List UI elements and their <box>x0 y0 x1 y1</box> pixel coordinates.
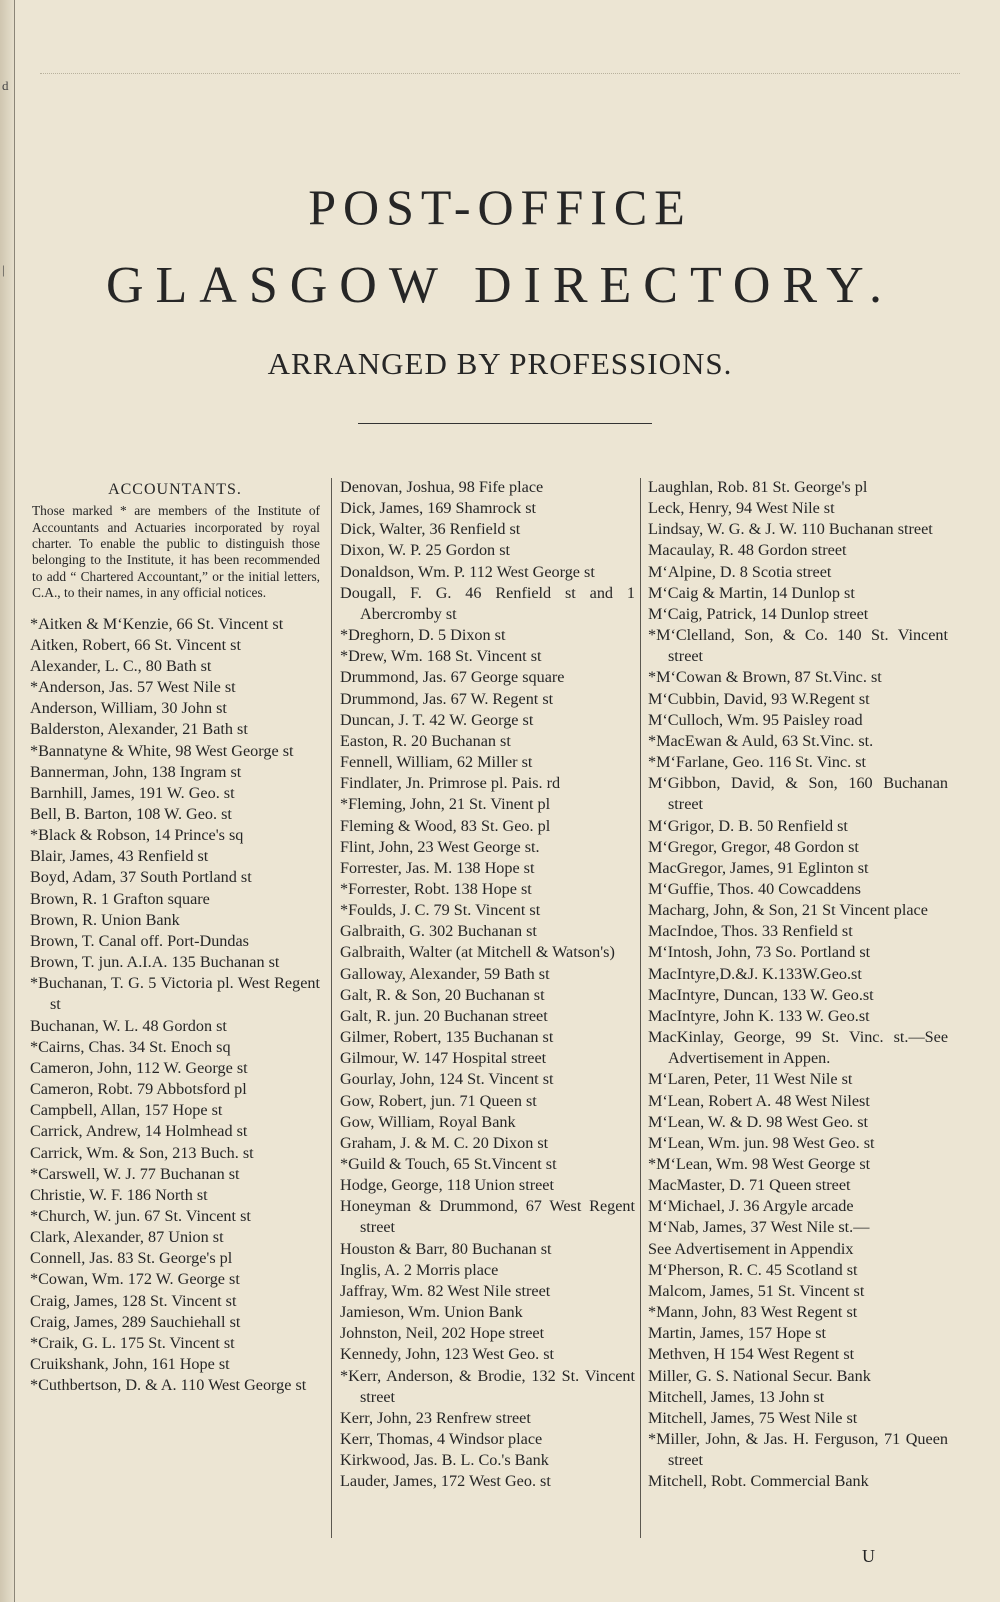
directory-entry: *Forrester, Robt. 138 Hope st <box>340 879 532 898</box>
directory-entry: Kirkwood, Jas. B. L. Co.'s Bank <box>340 1451 549 1470</box>
directory-entry: Martin, James, 157 Hope st <box>648 1324 827 1343</box>
directory-entry: MacKinlay, George, 99 St. Vinc. st.—See Advertisement in Appen. <box>648 1028 948 1068</box>
directory-entry: Gow, Robert, jun. 71 Queen st <box>340 1091 537 1110</box>
directory-entry: Buchanan, W. L. 48 Gordon st <box>30 1016 227 1035</box>
directory-entry: Gilmour, W. 147 Hospital street <box>340 1049 547 1068</box>
entries-column-2 <box>340 477 635 1493</box>
directory-entry: Cruikshank, John, 161 Hope st <box>30 1355 230 1374</box>
directory-entry: Blair, James, 43 Renfield st <box>30 847 209 866</box>
directory-entry: Clark, Alexander, 87 Union st <box>30 1228 224 1247</box>
directory-entry: Galloway, Alexander, 59 Bath st <box>340 964 550 983</box>
directory-entry: Bell, B. Barton, 108 W. Geo. st <box>30 805 232 823</box>
directory-entry: Easton, R. 20 Buchanan st <box>340 731 511 750</box>
directory-entry: Drummond, Jas. 67 George square <box>340 668 565 687</box>
column-3 <box>648 477 948 1493</box>
column-divider <box>640 478 641 1538</box>
directory-entry: M‘Nab, James, 37 West Nile st.— <box>648 1218 870 1237</box>
directory-entry: M‘Michael, J. 36 Argyle arcade <box>648 1197 854 1216</box>
show-through-line <box>40 73 960 74</box>
directory-entry: Inglis, A. 2 Morris place <box>340 1260 499 1279</box>
directory-entry: Galbraith, Walter (at Mitchell & Watson's) <box>340 943 615 962</box>
directory-entry: *Cowan, Wm. 172 W. George st <box>30 1270 240 1289</box>
entries-column-1 <box>30 614 320 1397</box>
directory-subtitle: ARRANGED BY PROFESSIONS. <box>267 346 733 381</box>
column-divider <box>331 478 332 1538</box>
directory-entry: Galt, R. & Son, 20 Buchanan st <box>340 985 545 1004</box>
directory-entry: M‘Gibbon, David, & Son, 160 Buchanan street <box>648 774 948 814</box>
directory-entry: MacMaster, D. 71 Queen street <box>648 1176 851 1195</box>
directory-entry: Cameron, John, 112 W. George st <box>30 1058 248 1077</box>
directory-entry: Macharg, John, & Son, 21 St Vincent place <box>648 901 928 920</box>
directory-entry: Graham, J. & M. C. 20 Dixon st <box>340 1133 549 1152</box>
directory-entry: *Aitken & M‘Kenzie, 66 St. Vincent st <box>30 614 284 633</box>
directory-entry: Alexander, L. C., 80 Bath st <box>30 656 212 675</box>
directory-entry: Kerr, John, 23 Renfrew street <box>340 1408 531 1427</box>
directory-entry: Laughlan, Rob. 81 St. George's pl <box>648 478 868 496</box>
directory-entry: *Bannatyne & White, 98 West George st <box>30 741 294 760</box>
directory-entry: *Drew, Wm. 168 St. Vincent st <box>340 647 542 666</box>
directory-entry: Brown, R. Union Bank <box>30 910 180 929</box>
directory-entry: Balderston, Alexander, 21 Bath st <box>30 720 248 739</box>
directory-title-line1: POST-OFFICE <box>308 179 692 235</box>
directory-entry: Dick, Walter, 36 Renfield st <box>340 520 521 539</box>
entries-column-3 <box>648 477 948 1493</box>
directory-entry: Carrick, Wm. & Son, 213 Buch. st <box>30 1143 254 1162</box>
directory-entry: Brown, R. 1 Grafton square <box>30 889 210 908</box>
directory-entry: MacIndoe, Thos. 33 Renfield st <box>648 922 853 941</box>
directory-entry: Mitchell, James, 13 John st <box>648 1387 825 1406</box>
directory-entry: Honeyman & Drummond, 67 West Regent street <box>340 1197 635 1237</box>
directory-entry: Craig, James, 128 St. Vincent st <box>30 1291 237 1310</box>
directory-entry: *Anderson, Jas. 57 West Nile st <box>30 678 236 697</box>
directory-entry: Houston & Barr, 80 Buchanan st <box>340 1239 552 1258</box>
directory-entry: Connell, Jas. 83 St. George's pl <box>30 1249 233 1268</box>
directory-entry: See Advertisement in Appendix <box>648 1239 854 1258</box>
directory-entry: Hodge, George, 118 Union street <box>340 1176 554 1195</box>
directory-entry: Flint, John, 23 West George st. <box>340 837 540 856</box>
directory-entry: *Black & Robson, 14 Prince's sq <box>30 826 244 845</box>
directory-entry: Drummond, Jas. 67 W. Regent st <box>340 689 554 708</box>
directory-entry: Gow, William, Royal Bank <box>340 1112 516 1131</box>
directory-entry: Christie, W. F. 186 North st <box>30 1185 208 1204</box>
directory-entry: M‘Culloch, Wm. 95 Paisley road <box>648 710 863 729</box>
directory-entry: Campbell, Allan, 157 Hope st <box>30 1101 223 1120</box>
directory-entry: Leck, Henry, 94 West Nile st <box>648 499 835 518</box>
directory-entry: Fleming & Wood, 83 St. Geo. pl <box>340 816 551 835</box>
directory-entry: Methven, H 154 West Regent st <box>648 1345 855 1364</box>
directory-entry: Kennedy, John, 123 West Geo. st <box>340 1345 555 1364</box>
directory-entry: *Cairns, Chas. 34 St. Enoch sq <box>30 1037 231 1056</box>
directory-entry: M‘Lean, Wm. jun. 98 West Geo. st <box>648 1133 875 1152</box>
directory-entry: MacIntyre, John K. 133 W. Geo.st <box>648 1006 870 1025</box>
directory-entry: Lauder, James, 172 West Geo. st <box>340 1472 551 1491</box>
directory-entry: M‘Gregor, Gregor, 48 Gordon st <box>648 837 859 856</box>
directory-entry: Duncan, J. T. 42 W. George st <box>340 710 534 729</box>
directory-entry: Dougall, F. G. 46 Renfield st and 1 Abercromby st <box>340 583 635 623</box>
directory-entry: MacGregor, James, 91 Eglinton st <box>648 858 869 877</box>
directory-entry: Dick, James, 169 Shamrock st <box>340 499 537 518</box>
directory-entry: *MacEwan & Auld, 63 St.Vinc. st. <box>648 731 874 750</box>
directory-entry: Gourlay, John, 124 St. Vincent st <box>340 1070 554 1089</box>
directory-entry: M‘Grigor, D. B. 50 Renfield st <box>648 816 848 835</box>
directory-entry: Fennell, William, 62 Miller st <box>340 753 533 772</box>
directory-entry: MacIntyre, Duncan, 133 W. Geo.st <box>648 985 874 1004</box>
section-heading: ACCOUNTANTS. <box>108 481 242 498</box>
directory-entry: Bannerman, John, 138 Ingram st <box>30 762 242 781</box>
directory-entry: *Dreghorn, D. 5 Dixon st <box>340 626 506 645</box>
directory-entry: Denovan, Joshua, 98 Fife place <box>340 478 544 496</box>
column-1 <box>30 477 320 1396</box>
directory-entry: Galbraith, G. 302 Buchanan st <box>340 922 537 941</box>
directory-entry: Malcom, James, 51 St. Vincent st <box>648 1281 865 1300</box>
directory-entry: *Church, W. jun. 67 St. Vincent st <box>30 1206 251 1225</box>
directory-entry: Mitchell, James, 75 West Nile st <box>648 1408 858 1427</box>
directory-entry: *M‘Lean, Wm. 98 West George st <box>648 1155 871 1173</box>
directory-entry: M‘Caig & Martin, 14 Dunlop st <box>648 583 855 602</box>
directory-entry: Boyd, Adam, 37 South Portland st <box>30 868 252 887</box>
directory-entry: Galt, R. jun. 20 Buchanan street <box>340 1006 548 1025</box>
directory-entry: Lindsay, W. G. & J. W. 110 Buchanan street <box>648 520 933 539</box>
section-note: Those marked * are members of the Institute of Accountants and Actuaries incorporated by royal charter. To enable the public to distinguish those belonging to the Institute, it has been recommended to add “ Chartered Accountant,” or the initial letters, C.A., to their names, in any official notices. <box>32 503 320 601</box>
directory-entry: M‘Lean, W. & D. 98 West Geo. st <box>648 1112 869 1131</box>
directory-entry: Brown, T. jun. A.I.A. 135 Buchanan st <box>30 953 280 972</box>
directory-entry: *Fleming, John, 21 St. Vinent pl <box>340 795 551 814</box>
directory-entry: M‘Lean, Robert A. 48 West Nilest <box>648 1091 870 1110</box>
directory-entry: Findlater, Jn. Primrose pl. Pais. rd <box>340 774 561 793</box>
directory-entry: Craig, James, 289 Sauchiehall st <box>30 1312 241 1331</box>
directory-entry: *Kerr, Anderson, & Brodie, 132 St. Vincent street <box>340 1366 635 1406</box>
directory-entry: *Miller, John, & Jas. H. Ferguson, 71 Queen street <box>648 1430 948 1470</box>
directory-entry: *M‘Farlane, Geo. 116 St. Vinc. st <box>648 753 866 772</box>
directory-entry: Macaulay, R. 48 Gordon street <box>648 541 847 560</box>
directory-entry: Cameron, Robt. 79 Abbotsford pl <box>30 1080 247 1099</box>
directory-title-line2: GLASGOW DIRECTORY. <box>105 257 895 314</box>
directory-entry: Donaldson, Wm. P. 112 West George st <box>340 562 595 581</box>
margin-marks: d | <box>2 78 9 277</box>
directory-entry: Barnhill, James, 191 W. Geo. st <box>30 783 235 802</box>
directory-entry: Brown, T. Canal off. Port-Dundas <box>30 931 249 950</box>
directory-entry: Jaffray, Wm. 82 West Nile street <box>340 1281 551 1300</box>
directory-entry: Mitchell, Robt. Commercial Bank <box>648 1472 869 1491</box>
directory-entry: M‘Alpine, D. 8 Scotia street <box>648 562 832 581</box>
directory-entry: M‘Guffie, Thos. 40 Cowcaddens <box>648 879 861 898</box>
directory-entry: *Foulds, J. C. 79 St. Vincent st <box>340 901 541 920</box>
directory-entry: Dixon, W. P. 25 Gordon st <box>340 541 510 560</box>
directory-entry: *M‘Clelland, Son, & Co. 140 St. Vincent street <box>648 626 948 666</box>
title-rule <box>358 423 652 424</box>
directory-entry: Johnston, Neil, 202 Hope street <box>340 1324 545 1343</box>
directory-entry: M‘Caig, Patrick, 14 Dunlop street <box>648 604 869 623</box>
directory-entry: M‘Intosh, John, 73 So. Portland st <box>648 943 871 962</box>
signature-mark: U <box>862 1546 875 1566</box>
directory-entry: *Buchanan, T. G. 5 Victoria pl. West Regent st <box>30 974 320 1014</box>
directory-entry: Forrester, Jas. M. 138 Hope st <box>340 858 535 877</box>
directory-entry: Carrick, Andrew, 14 Holmhead st <box>30 1122 248 1141</box>
directory-entry: Aitken, Robert, 66 St. Vincent st <box>30 635 241 654</box>
directory-entry: *Mann, John, 83 West Regent st <box>648 1303 858 1322</box>
directory-entry: *M‘Cowan & Brown, 87 St.Vinc. st <box>648 668 882 687</box>
directory-entry: M‘Cubbin, David, 93 W.Regent st <box>648 689 870 708</box>
directory-entry: M‘Laren, Peter, 11 West Nile st <box>648 1070 853 1089</box>
directory-entry: M‘Pherson, R. C. 45 Scotland st <box>648 1260 858 1279</box>
directory-entry: *Guild & Touch, 65 St.Vincent st <box>340 1155 557 1173</box>
directory-entry: *Cuthbertson, D. & A. 110 West George st <box>30 1376 307 1395</box>
directory-entry: Gilmer, Robert, 135 Buchanan st <box>340 1028 554 1047</box>
directory-entry: *Craik, G. L. 175 St. Vincent st <box>30 1333 235 1352</box>
directory-entry: *Carswell, W. J. 77 Buchanan st <box>30 1164 240 1183</box>
directory-entry: Anderson, William, 30 John st <box>30 699 227 718</box>
column-2 <box>340 477 635 1493</box>
directory-entry: Jamieson, Wm. Union Bank <box>340 1303 523 1322</box>
directory-entry: MacIntyre,D.&J. K.133W.Geo.st <box>648 964 862 983</box>
directory-entry: Miller, G. S. National Secur. Bank <box>648 1366 871 1385</box>
directory-entry: Kerr, Thomas, 4 Windsor place <box>340 1430 543 1449</box>
